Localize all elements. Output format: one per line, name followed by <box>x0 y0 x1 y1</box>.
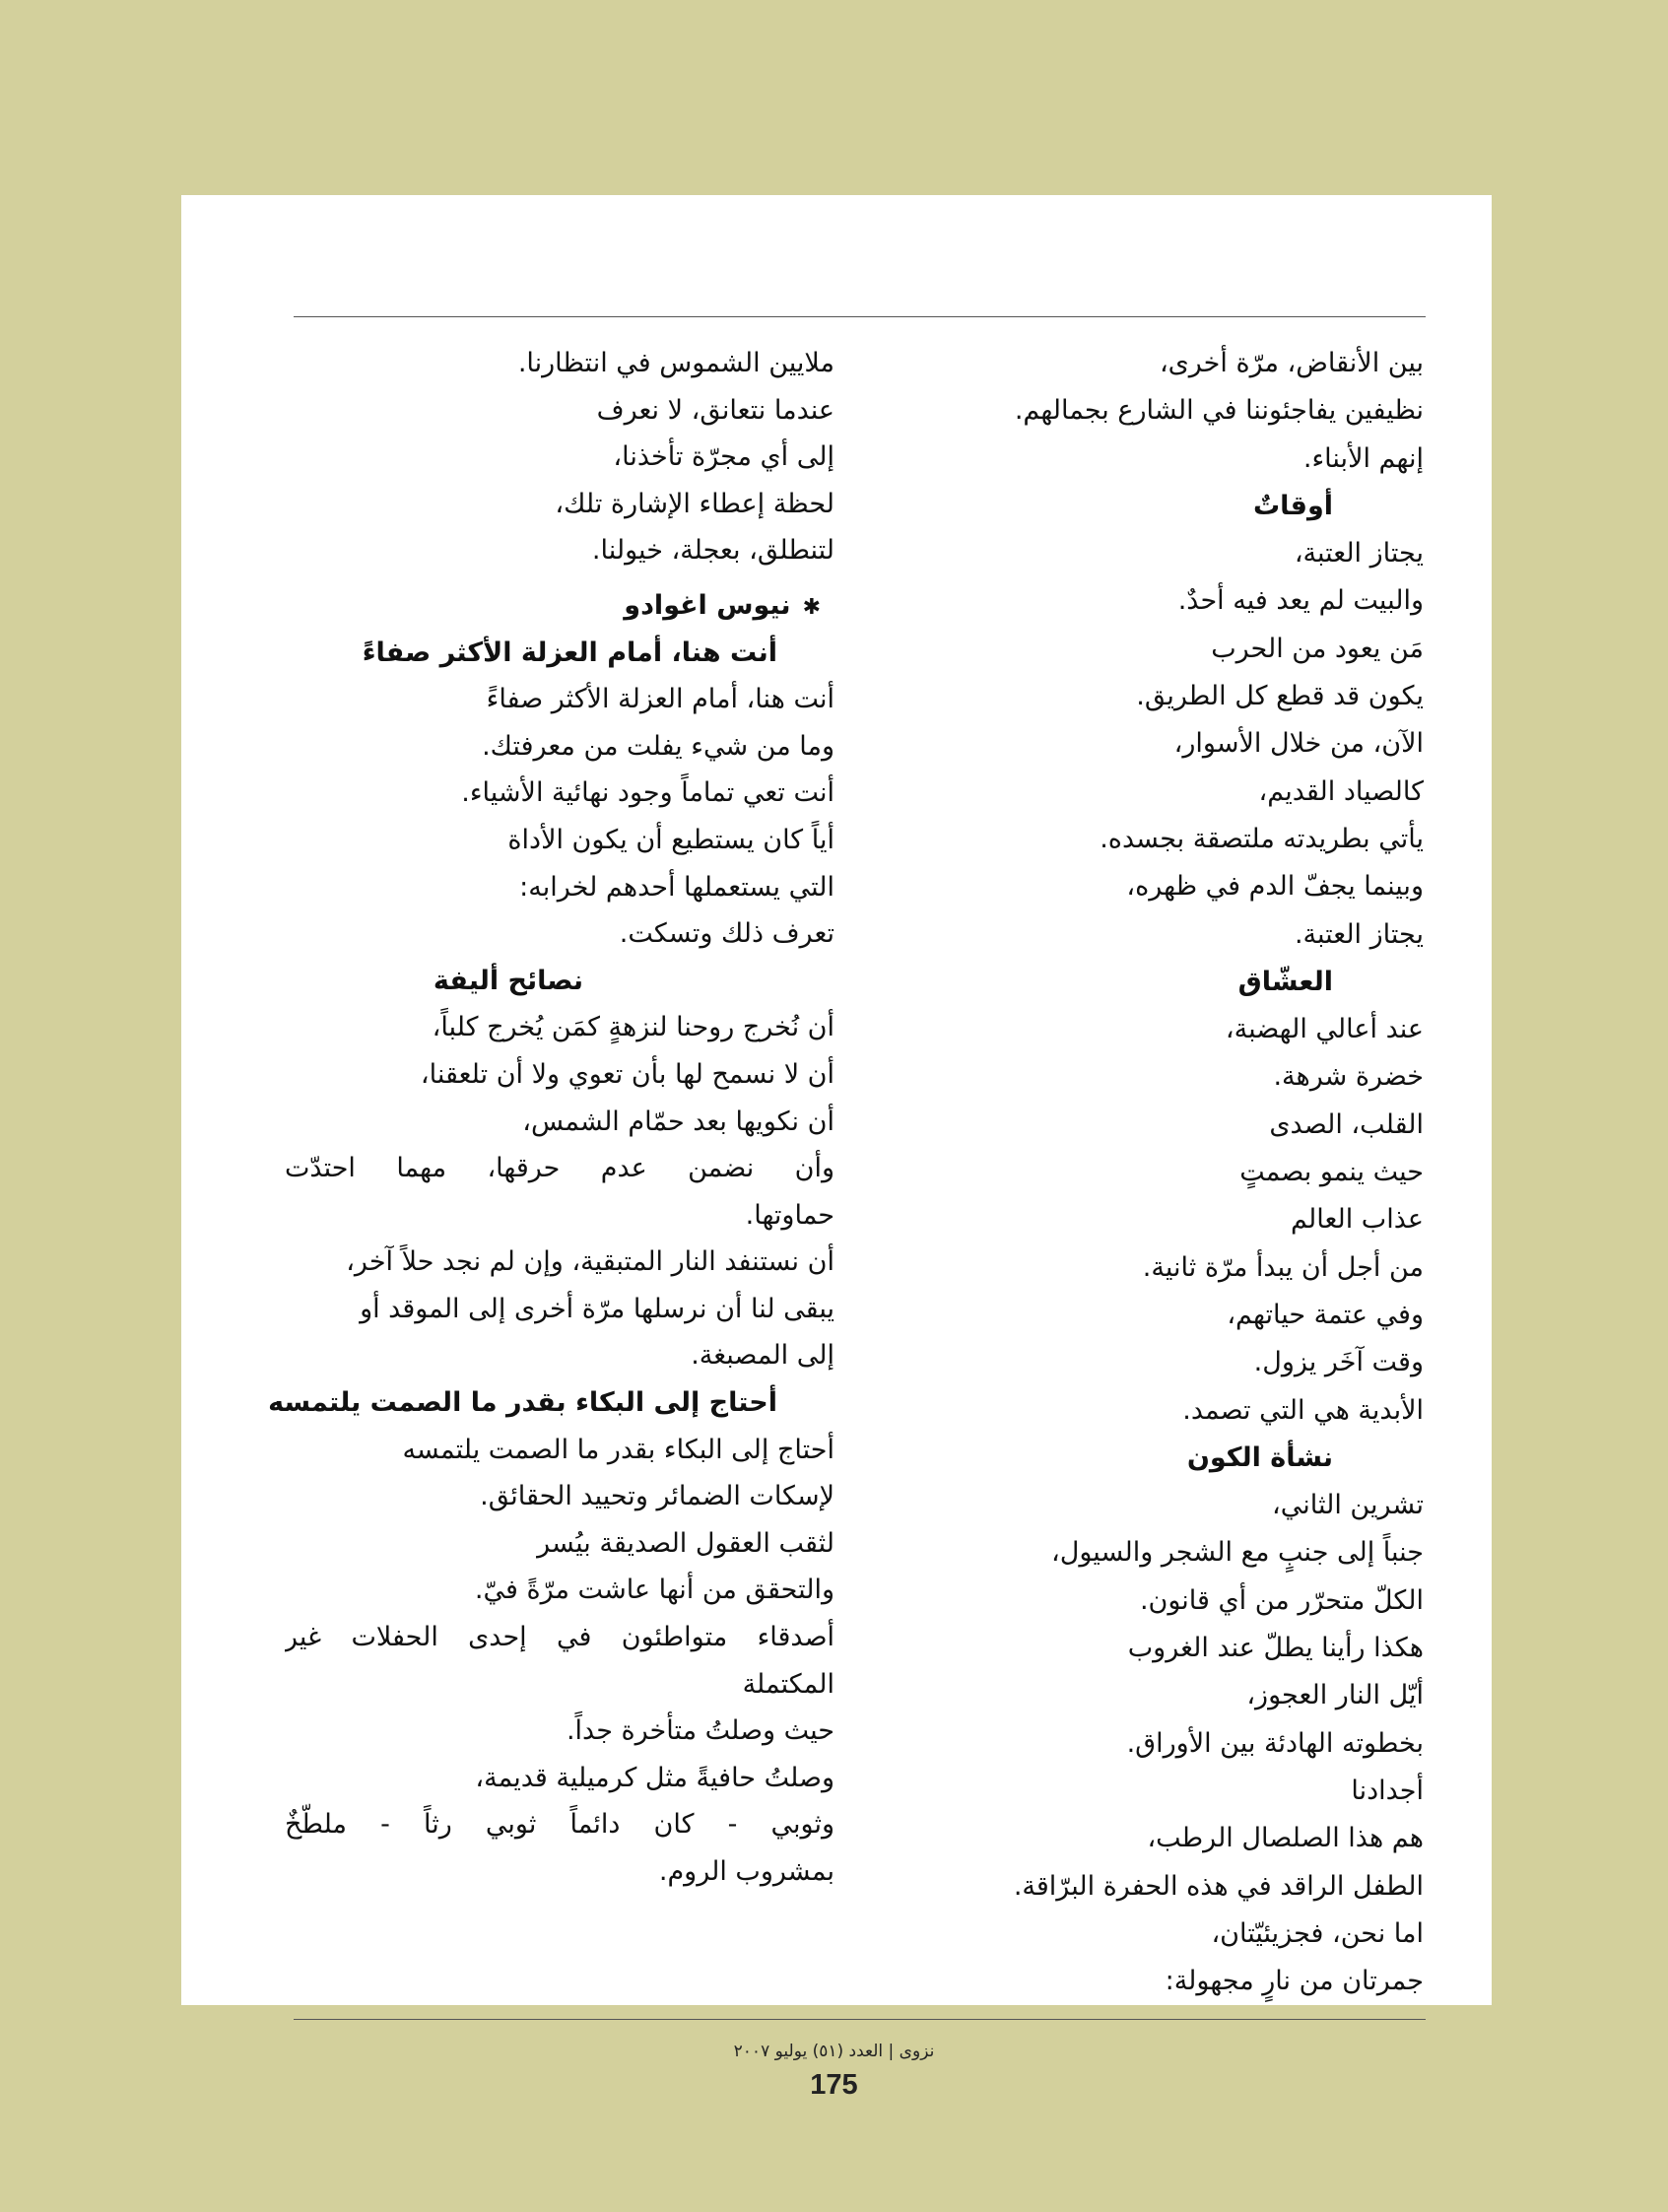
poem-heading: نشأة الكون <box>1186 1441 1333 1473</box>
poem-line: حيث ينمو بصمتٍ <box>1239 1157 1424 1188</box>
poem-line: وما من شيء يفلت من معرفتك. <box>482 730 834 762</box>
poem-line: جنباً إلى جنبٍ مع الشجر والسيول، <box>1051 1537 1424 1569</box>
poem-line: وصلتُ حافيةً مثل كرميلية قديمة، <box>475 1762 834 1793</box>
poem-line: أن نكويها بعد حمّام الشمس، <box>522 1106 834 1137</box>
poem-line: حيث وصلتُ متأخرة جداً. <box>566 1715 834 1747</box>
poem-line: إلى أي مجرّة تأخذنا، <box>613 441 834 473</box>
poem-line: يبقى لنا أن نرسلها مرّة أخرى إلى الموقد أو <box>360 1293 834 1324</box>
poem-line: أجدادنا <box>1351 1775 1424 1806</box>
poem-line: تشرين الثاني، <box>1272 1490 1424 1521</box>
poem-line: أنت هنا، أمام العزلة الأكثر صفاءً <box>486 684 834 715</box>
poem-line: جمرتان من نارٍ مجهولة: <box>1165 1966 1424 1997</box>
poem-line: يكون قد قطع كل الطريق. <box>1136 681 1424 712</box>
poem-line: أن نستنفد النار المتبقية، وإن لم نجد حلاً آخر، <box>346 1246 834 1278</box>
poem-line: اما نحن، فجزيئيّتان، <box>1211 1917 1424 1949</box>
poem-line: إلى المصبغة. <box>691 1340 834 1372</box>
poem-line: هكذا رأينا يطلّ عند الغروب <box>1127 1633 1424 1664</box>
poem-line: حماوتها. <box>745 1199 834 1231</box>
asterisk-icon: ✱ <box>802 594 821 620</box>
poem-line: والبيت لم يعد فيه أحدٌ. <box>1177 585 1424 617</box>
top-rule <box>294 316 1426 317</box>
poem-heading: أوقاتٌ <box>1253 490 1333 521</box>
author-name: نيوس اغوادو <box>624 589 791 621</box>
poem-line: تعرف ذلك وتسكت. <box>619 918 834 950</box>
poem-line: أنت تعي تماماً وجود نهائية الأشياء. <box>461 777 834 809</box>
poem-line: أياً كان يستطيع أن يكون الأداة <box>507 824 834 855</box>
footer-issue: نزوى | العدد (٥١) يوليو ٢٠٠٧ <box>733 2042 935 2061</box>
poem-line: لثقب العقول الصديقة بيُسر <box>537 1527 834 1559</box>
poem-line: أن لا نسمح لها بأن تعوي ولا أن تلعقنا، <box>420 1058 834 1090</box>
poem-line: عذاب العالم <box>1291 1204 1424 1236</box>
right-column <box>921 340 1424 2005</box>
poem-line: عند أعالي الهضبة، <box>1225 1014 1424 1045</box>
poem-line: أصدقاء متواطئون في إحدى الحفلات غير <box>285 1622 834 1653</box>
poem-line: كالصياد القديم، <box>1258 775 1424 807</box>
poem-line: أيّل النار العجوز، <box>1246 1680 1424 1711</box>
poem-line: وبينما يجفّ الدم في ظهره، <box>1126 871 1424 903</box>
poem-line: لحظة إعطاء الإشارة تلك، <box>555 488 834 519</box>
poem-line: القلب، الصدى <box>1269 1108 1424 1140</box>
poem-line: وفي عتمة حياتهم، <box>1227 1299 1424 1330</box>
poem-line: الأبدية هي التي تصمد. <box>1182 1394 1424 1426</box>
poem-line: خضرة شرهة. <box>1273 1061 1424 1093</box>
poem-line: وثوبي - كان دائماً ثوبي رثاً - ملطّخٌ <box>285 1809 834 1841</box>
poem-line: بين الأنقاض، مرّة أخرى، <box>1159 348 1424 378</box>
poem-heading: نصائح أليفة <box>433 965 583 996</box>
poem-line: وأن نضمن عدم حرقها، مهما احتدّت <box>285 1153 834 1184</box>
poem-line: الكلّ متحرّر من أي قانون. <box>1139 1584 1424 1616</box>
poem-line: التي يستعملها أحدهم لخرابه: <box>519 871 834 903</box>
poem-heading: العشّاق <box>1237 966 1333 997</box>
poem-line: الطفل الراقد في هذه الحفرة البرّاقة. <box>1013 1870 1424 1902</box>
poem-line: والتحقق من أنها عاشت مرّةً فيّ. <box>474 1575 834 1606</box>
page-sheet <box>181 195 1492 2005</box>
poem-line: أن نُخرج روحنا لنزهةٍ كمَن يُخرج كلباً، <box>432 1012 834 1043</box>
poem-line: نظيفين يفاجئوننا في الشارع بجمالهم. <box>1014 395 1424 427</box>
poem-line: الآن، من خلال الأسوار، <box>1173 728 1424 760</box>
poem-line: وقت آخَر يزول. <box>1253 1347 1424 1378</box>
poem-line: يجتاز العتبة. <box>1294 918 1424 950</box>
poem-line: لإسكات الضمائر وتحييد الحقائق. <box>480 1481 834 1512</box>
poem-line: بمشروب الروم. <box>658 1856 834 1887</box>
poem-line: بخطوته الهادئة بين الأوراق. <box>1126 1727 1424 1759</box>
poem-line: ملايين الشموس في انتظارنا. <box>517 348 834 378</box>
poem-line: يجتاز العتبة، <box>1294 538 1424 570</box>
poem-line: إنهم الأبناء. <box>1302 442 1424 474</box>
author-heading <box>285 582 834 630</box>
poem-heading: أنت هنا، أمام العزلة الأكثر صفاءً <box>362 637 777 668</box>
poem-line: عندما نتعانق، لا نعرف <box>596 394 834 426</box>
page-number: 175 <box>810 2069 858 2101</box>
poem-line: أحتاج إلى البكاء بقدر ما الصمت يلتمسه <box>402 1434 834 1465</box>
poem-line: لتنطلق، بعجلة، خيولنا. <box>591 535 834 567</box>
poem-line: يأتي بطريدته ملتصقة بجسده. <box>1100 823 1424 854</box>
poem-line: من أجل أن يبدأ مرّة ثانية. <box>1142 1251 1424 1283</box>
left-column <box>268 340 834 1896</box>
poem-line: هم هذا الصلصال الرطب، <box>1147 1823 1424 1854</box>
bottom-rule <box>294 2019 1426 2020</box>
poem-line: المكتملة <box>742 1668 834 1700</box>
poem-heading: أحتاج إلى البكاء بقدر ما الصمت يلتمسه <box>268 1387 777 1419</box>
poem-line: مَن يعود من الحرب <box>1211 633 1424 664</box>
